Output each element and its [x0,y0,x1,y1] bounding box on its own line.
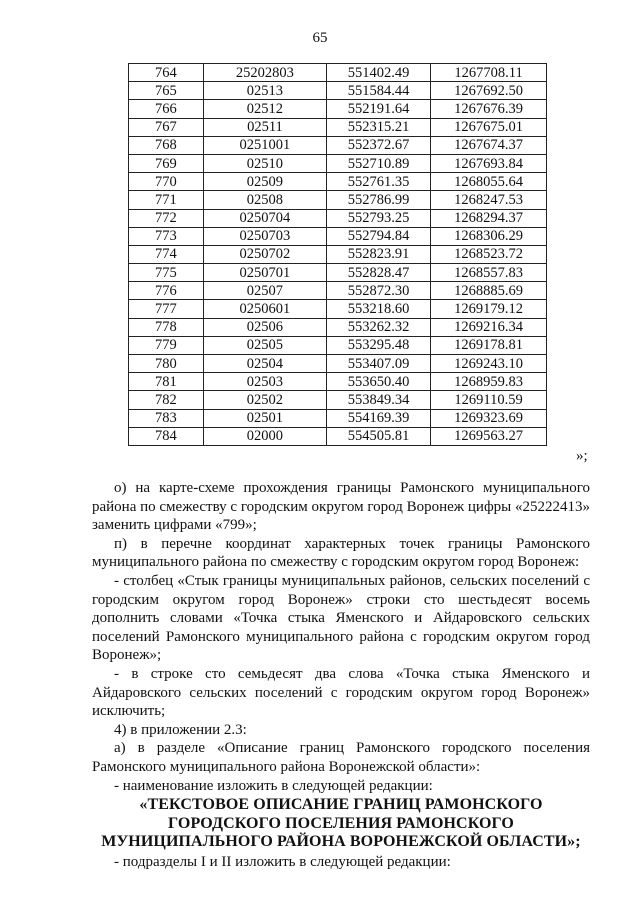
table-cell-number: 781 [129,373,204,391]
table-cell-x: 554169.39 [327,409,431,427]
table-cell-point: 0250704 [203,209,326,227]
paragraph-row-exclusion: - в строке сто семьдесят два слова «Точка стыка Яменского и Айдаровского сельских поселений с городским округом город Воронеж» исключить; [92,665,590,720]
table-cell-number: 779 [129,336,204,354]
table-cell-y: 1269110.59 [431,391,547,409]
table-row [129,391,547,409]
table-cell-y: 1267708.11 [431,64,547,82]
table-cell-x: 551584.44 [327,82,431,100]
paragraph-o: о) на карте-схеме прохождения границы Рамонского муниципального района по смежеству с городским округом город Воронеж цифры «25222413» заменить цифрами «799»; [92,480,590,534]
table-cell-point: 02506 [203,318,326,336]
paragraph-column-addition: - столбец «Стык границы муниципальных районов, сельских поселений с городским округом город Воронеж» строки сто шестьдесят восемь дополнить словами «Точка стыка Яменского и Айдаровского сельских поселений Рамонского муниципального района с городским округом город Воронеж»; [92,572,590,664]
table-cell-point: 0250601 [203,300,326,318]
paragraph-p: п) в перечне координат характерных точек границы Рамонского муниципального района по смежеству с городским округом город Воронеж: [92,535,590,571]
table-cell-number: 764 [129,64,204,82]
table-cell-x: 552710.89 [327,154,431,172]
table-cell-point: 02511 [203,118,326,136]
table-row [129,173,547,191]
table-cell-x: 552872.30 [327,282,431,300]
table-cell-number: 771 [129,191,204,209]
table-row [129,373,547,391]
table-cell-number: 778 [129,318,204,336]
table-cell-x: 553262.32 [327,318,431,336]
table-row [129,355,547,373]
table-row [129,336,547,354]
table-cell-x: 553407.09 [327,355,431,373]
table-cell-y: 1269563.27 [431,427,547,445]
table-cell-y: 1268306.29 [431,227,547,245]
table-row [129,227,547,245]
table-row [129,318,547,336]
paragraph-name-edit: - наименование изложить в следующей редакции: [114,777,433,794]
table-row [129,118,547,136]
coordinates-table [128,63,547,446]
table-cell-y: 1267675.01 [431,118,547,136]
table-cell-y: 1268959.83 [431,373,547,391]
table-cell-number: 777 [129,300,204,318]
table-cell-point: 0251001 [203,136,326,154]
table-row [129,264,547,282]
table-cell-x: 551402.49 [327,64,431,82]
table-cell-y: 1268557.83 [431,264,547,282]
table-cell-y: 1268294.37 [431,209,547,227]
table-cell-point: 02504 [203,355,326,373]
table-cell-x: 552761.35 [327,173,431,191]
table-cell-point: 0250703 [203,227,326,245]
table-cell-point: 02501 [203,409,326,427]
table-cell-x: 552828.47 [327,264,431,282]
table-cell-point: 0250702 [203,245,326,263]
table-cell-number: 773 [129,227,204,245]
table-cell-point: 02505 [203,336,326,354]
table-cell-number: 772 [129,209,204,227]
table-cell-x: 552372.67 [327,136,431,154]
table-cell-number: 768 [129,136,204,154]
table-cell-number: 784 [129,427,204,445]
table-row [129,282,547,300]
table-cell-number: 765 [129,82,204,100]
table-cell-number: 767 [129,118,204,136]
paragraph-subsections: - подразделы I и II изложить в следующей редакции: [114,853,451,870]
table-cell-x: 553218.60 [327,300,431,318]
amendment-text [92,479,590,871]
table-cell-x: 552315.21 [327,118,431,136]
table-row [129,191,547,209]
table-cell-y: 1268885.69 [431,282,547,300]
table-cell-y: 1267693.84 [431,154,547,172]
table-cell-point: 25202803 [203,64,326,82]
table-cell-number: 769 [129,154,204,172]
table-row [129,245,547,263]
table-cell-x: 553295.48 [327,336,431,354]
table-cell-y: 1269178.81 [431,336,547,354]
table-row [129,100,547,118]
table-cell-number: 783 [129,409,204,427]
table-cell-point: 02000 [203,427,326,445]
table-row [129,300,547,318]
table-cell-point: 02512 [203,100,326,118]
table-cell-x: 552794.84 [327,227,431,245]
table-cell-x: 552786.99 [327,191,431,209]
table-cell-y: 1267674.37 [431,136,547,154]
table-row [129,136,547,154]
table-row [129,154,547,172]
table-cell-number: 774 [129,245,204,263]
table-cell-point: 02510 [203,154,326,172]
table-row [129,409,547,427]
table-cell-x: 552191.64 [327,100,431,118]
table-cell-x: 554505.81 [327,427,431,445]
table-cell-point: 0250701 [203,264,326,282]
section-heading: «ТЕКСТОВОЕ ОПИСАНИЕ ГРАНИЦ РАМОНСКОГО ГОРОДСКОГО ПОСЕЛЕНИЯ РАМОНСКОГО МУНИЦИПАЛЬНОГО РАЙОНА ВОРОНЕЖСКОЙ ОБЛАСТИ»; [101,796,581,851]
table-cell-point: 02508 [203,191,326,209]
table-row [129,82,547,100]
table-cell-y: 1268247.53 [431,191,547,209]
table-cell-number: 780 [129,355,204,373]
page-number: 65 [312,30,328,46]
table-cell-number: 770 [129,173,204,191]
table-cell-y: 1269243.10 [431,355,547,373]
table-cell-y: 1268055.64 [431,173,547,191]
table-cell-x: 553650.40 [327,373,431,391]
table-row [129,427,547,445]
table-cell-point: 02503 [203,373,326,391]
table-cell-number: 766 [129,100,204,118]
table-cell-y: 1269179.12 [431,300,547,318]
paragraph-appendix-2-3: 4) в приложении 2.3: [114,721,247,738]
table-cell-point: 02507 [203,282,326,300]
table-cell-y: 1267692.50 [431,82,547,100]
paragraph-section-a: а) в разделе «Описание границ Рамонского городского поселения Рамонского муниципального района Воронежской области»: [92,740,590,775]
table-cell-point: 02513 [203,82,326,100]
table-cell-x: 553849.34 [327,391,431,409]
table-cell-y: 1269323.69 [431,409,547,427]
table-cell-number: 782 [129,391,204,409]
table-closing-mark: »; [576,448,588,464]
table-row [129,209,547,227]
table-cell-x: 552793.25 [327,209,431,227]
table-cell-y: 1268523.72 [431,245,547,263]
table-cell-y: 1267676.39 [431,100,547,118]
table-cell-x: 552823.91 [327,245,431,263]
table-cell-number: 776 [129,282,204,300]
table-cell-point: 02502 [203,391,326,409]
table-cell-number: 775 [129,264,204,282]
table-row [129,64,547,82]
table-cell-y: 1269216.34 [431,318,547,336]
table-cell-point: 02509 [203,173,326,191]
coordinates-table-body [129,64,547,446]
